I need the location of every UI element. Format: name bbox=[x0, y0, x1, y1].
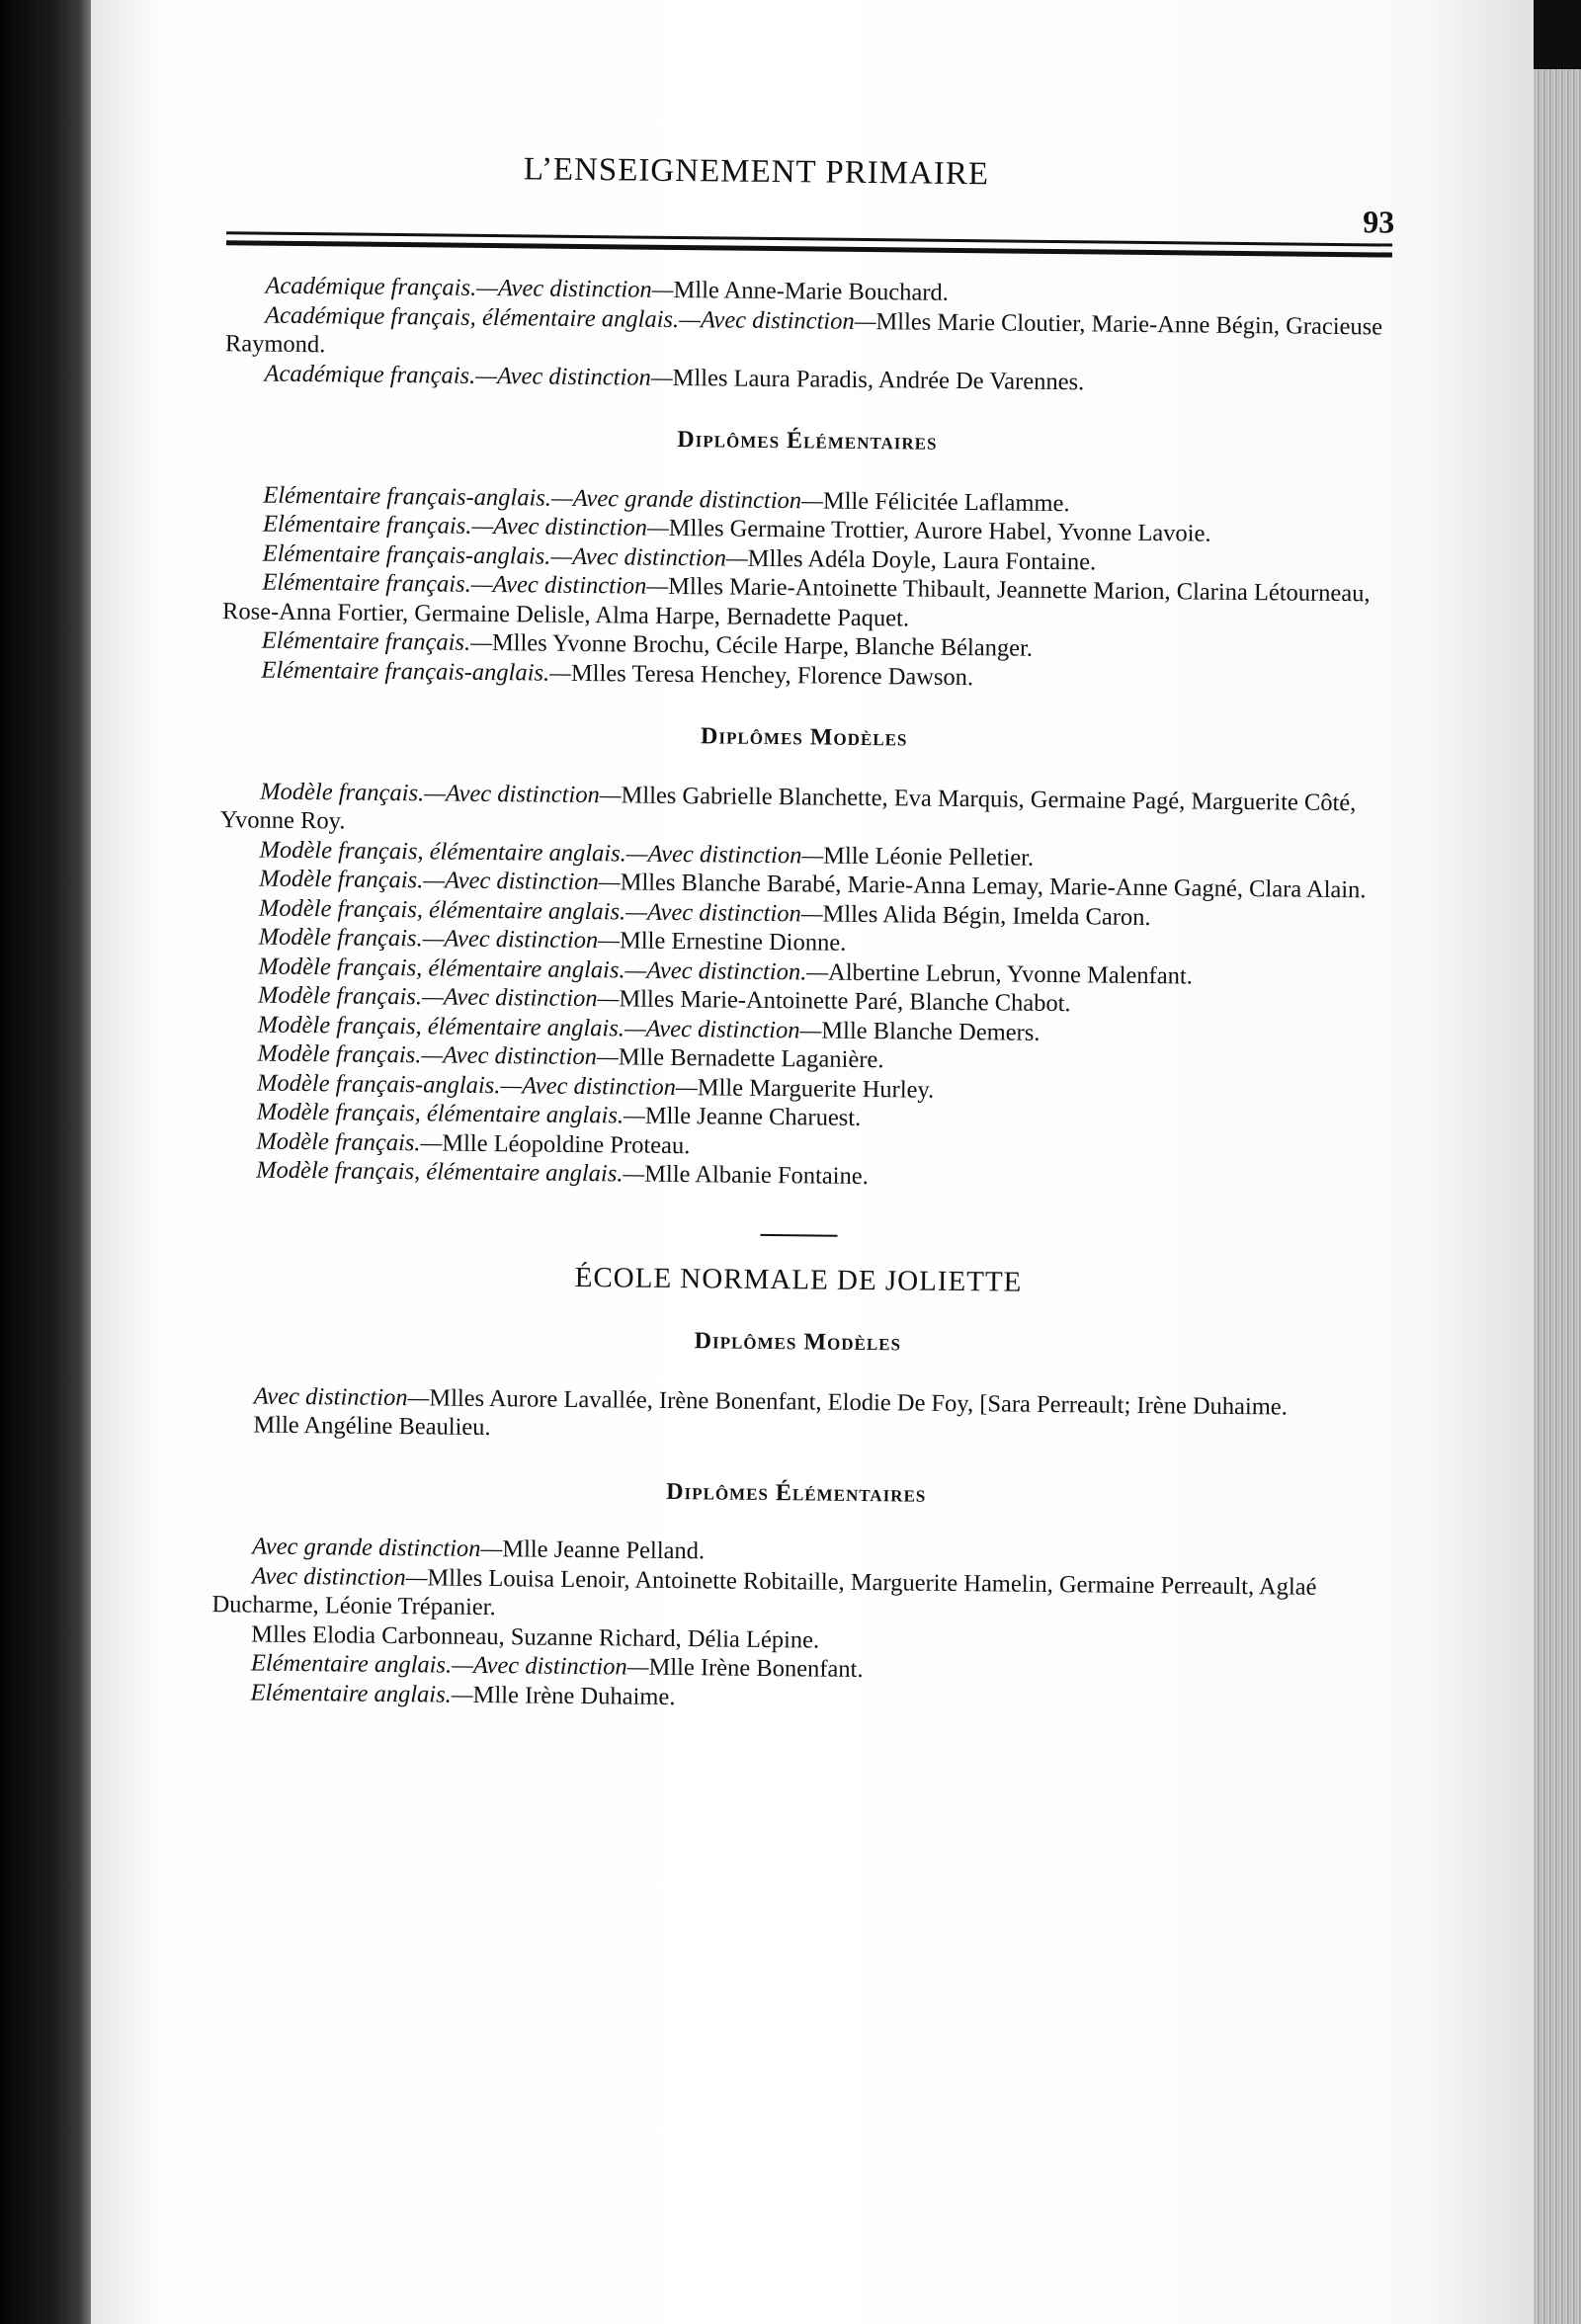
diploma-type: Avec distinction— bbox=[251, 1562, 428, 1591]
recipient-names: Mlle Bernadette Laganière. bbox=[618, 1043, 884, 1074]
recipient-names: Mlles Marie Cloutier, Marie-Anne Bégin, Gracieuse Raymond. bbox=[224, 307, 1383, 359]
diploma-type: Modèle français, élémentaire anglais.— bbox=[256, 1098, 645, 1129]
school-heading: ÉCOLE NORMALE DE JOLIETTE bbox=[574, 1261, 1023, 1298]
running-title: L’ENSEIGNEMENT PRIMAIRE bbox=[523, 151, 990, 193]
diploma-type: Modèle français.—Avec distinction— bbox=[260, 778, 622, 808]
recipient-names: Mlles Aurore Lavallée, Irène Bonenfant, Elodie De Foy, [Sara Perreault; Irène Duhaime. bbox=[429, 1383, 1288, 1421]
diploma-type: Elémentaire français.—Avec distinction— bbox=[262, 510, 669, 541]
honours-block-academique bbox=[224, 271, 1391, 399]
recipient-names: Mlles Laura Paradis, Andrée De Varennes. bbox=[672, 364, 1085, 395]
recipient-names: Mlle Albanie Fontaine. bbox=[644, 1160, 869, 1191]
recipient-names: Mlles Germaine Trottier, Aurore Habel, Yvonne Lavoie. bbox=[668, 514, 1211, 547]
diploma-type: Modèle français.—Avec distinction— bbox=[257, 1039, 619, 1071]
recipient-names: Mlle Léonie Pelletier. bbox=[823, 842, 1035, 872]
recipient-names: Mlle Ernestine Dionne. bbox=[619, 927, 847, 956]
section-divider bbox=[761, 1233, 838, 1236]
recipient-names: Mlles Teresa Henchey, Florence Dawson. bbox=[570, 659, 974, 691]
recipient-names: Mlle Blanche Demers. bbox=[821, 1017, 1040, 1046]
section-heading-diplomes-modeles: Diplômes Modèles bbox=[700, 723, 908, 752]
diploma-type: Elémentaire français-anglais.—Avec distinction— bbox=[262, 540, 748, 572]
diploma-type: Elémentaire français.—Avec distinction— bbox=[262, 568, 669, 600]
recipient-names: Mlles Elodia Carbonneau, Suzanne Richard, Délia Lépine. bbox=[251, 1620, 820, 1654]
recipient-names: Mlles Louisa Lenoir, Antoinette Robitaille, Marguerite Hamelin, Germaine Perreault, Aglaé Ducharme, Léonie Trépanier. bbox=[211, 1563, 1317, 1621]
book-page bbox=[91, 0, 1534, 2324]
diploma-type: Académique français.—Avec distinction— bbox=[264, 360, 673, 391]
diploma-type: Modèle français.—Avec distinction— bbox=[259, 865, 621, 896]
page-fore-edge bbox=[1534, 69, 1581, 2324]
recipient-names: Mlle Angéline Beaulieu. bbox=[253, 1411, 491, 1442]
recipient-names: Mlle Irène Bonenfant. bbox=[648, 1653, 864, 1684]
diploma-type: Modèle français-anglais.—Avec distinction— bbox=[256, 1069, 698, 1101]
recipient-names: Mlle Félicitée Laflamme. bbox=[822, 487, 1070, 517]
recipient-names: Mlle Léopoldine Proteau. bbox=[442, 1129, 691, 1159]
section-heading-diplomes-elementaires: Diplômes Élémentaires bbox=[677, 426, 938, 456]
diploma-type: Modèle français, élémentaire anglais.—Avec distinction— bbox=[257, 1011, 822, 1044]
diploma-type: Elémentaire français-anglais.—Avec grande distinction— bbox=[263, 481, 824, 515]
diploma-type: Elémentaire français.— bbox=[261, 626, 493, 657]
recipient-names: Mlles Marie-Antoinette Thibault, Jeannette Marion, Clarina Létourneau, Rose-Anna Fortier, Germaine Delisle, Alma Harpe, Bernadette Paquet. bbox=[221, 572, 1371, 631]
book-spine-shadow bbox=[0, 0, 94, 2324]
honours-block-modeles bbox=[216, 777, 1386, 1197]
diploma-type: Elémentaire français-anglais.— bbox=[261, 656, 572, 687]
recipient-names: Mlles Yvonne Brochu, Cécile Harpe, Blanche Bélanger. bbox=[491, 629, 1034, 662]
page-number: 93 bbox=[1363, 204, 1395, 240]
recipient-names: Mlles Gabrielle Blanchette, Eva Marquis, Germaine Pagé, Marguerite Côté, Yvonne Roy. bbox=[219, 781, 1357, 835]
diploma-type: Modèle français.— bbox=[256, 1127, 443, 1157]
recipient-names: Mlle Jeanne Pelland. bbox=[502, 1536, 706, 1565]
diploma-type: Modèle français.—Avec distinction— bbox=[257, 981, 620, 1013]
diploma-type: Elémentaire anglais.— bbox=[250, 1679, 473, 1708]
diploma-type: Elémentaire anglais.—Avec distinction— bbox=[250, 1649, 649, 1681]
recipient-names: Mlles Alida Bégin, Imelda Caron. bbox=[822, 900, 1151, 931]
diploma-type: Modèle français, élémentaire anglais.— bbox=[256, 1156, 645, 1188]
honours-block-joliette-elementaires bbox=[210, 1532, 1378, 1718]
diploma-type: Modèle français.—Avec distinction— bbox=[258, 923, 621, 954]
recipient-names: Mlles Marie-Antoinette Paré, Blanche Chabot. bbox=[619, 985, 1071, 1018]
diploma-type: Modèle français, élémentaire anglais.—Avec distinction.— bbox=[258, 953, 829, 986]
honours-block-joliette-modeles bbox=[213, 1381, 1380, 1452]
diploma-type: Modèle français, élémentaire anglais.—Avec distinction— bbox=[259, 836, 824, 870]
recipient-names: Mlles Adéla Doyle, Laura Fontaine. bbox=[747, 544, 1097, 575]
section-heading-joliette-elementaires: Diplômes Élémentaires bbox=[666, 1478, 927, 1508]
recipient-names: Mlle Jeanne Charuest. bbox=[644, 1102, 862, 1131]
recipient-names: Mlle Anne-Marie Bouchard. bbox=[673, 276, 949, 306]
diploma-type: Académique français, élémentaire anglais.—Avec distinction— bbox=[265, 301, 876, 335]
diploma-type: Avec grande distinction— bbox=[252, 1533, 503, 1563]
honours-block-elementaires bbox=[221, 480, 1389, 697]
recipient-names: Mlles Blanche Barabé, Marie-Anna Lemay, Marie-Anne Gagné, Clara Alain. bbox=[620, 869, 1367, 904]
recipient-names: Mlle Irène Duhaime. bbox=[472, 1681, 676, 1710]
body-text bbox=[210, 271, 1391, 1718]
section-heading-joliette-modeles: Diplômes Modèles bbox=[694, 1328, 902, 1357]
diploma-type: Modèle français, élémentaire anglais.—Avec distinction— bbox=[258, 894, 823, 928]
diploma-type: Académique français.—Avec distinction— bbox=[265, 272, 674, 303]
diploma-type: Avec distinction— bbox=[253, 1382, 430, 1411]
recipient-names: Mlle Marguerite Hurley. bbox=[697, 1073, 935, 1104]
page-content bbox=[208, 148, 1403, 1710]
recipient-names: Albertine Lebrun, Yvonne Malenfant. bbox=[827, 958, 1193, 989]
